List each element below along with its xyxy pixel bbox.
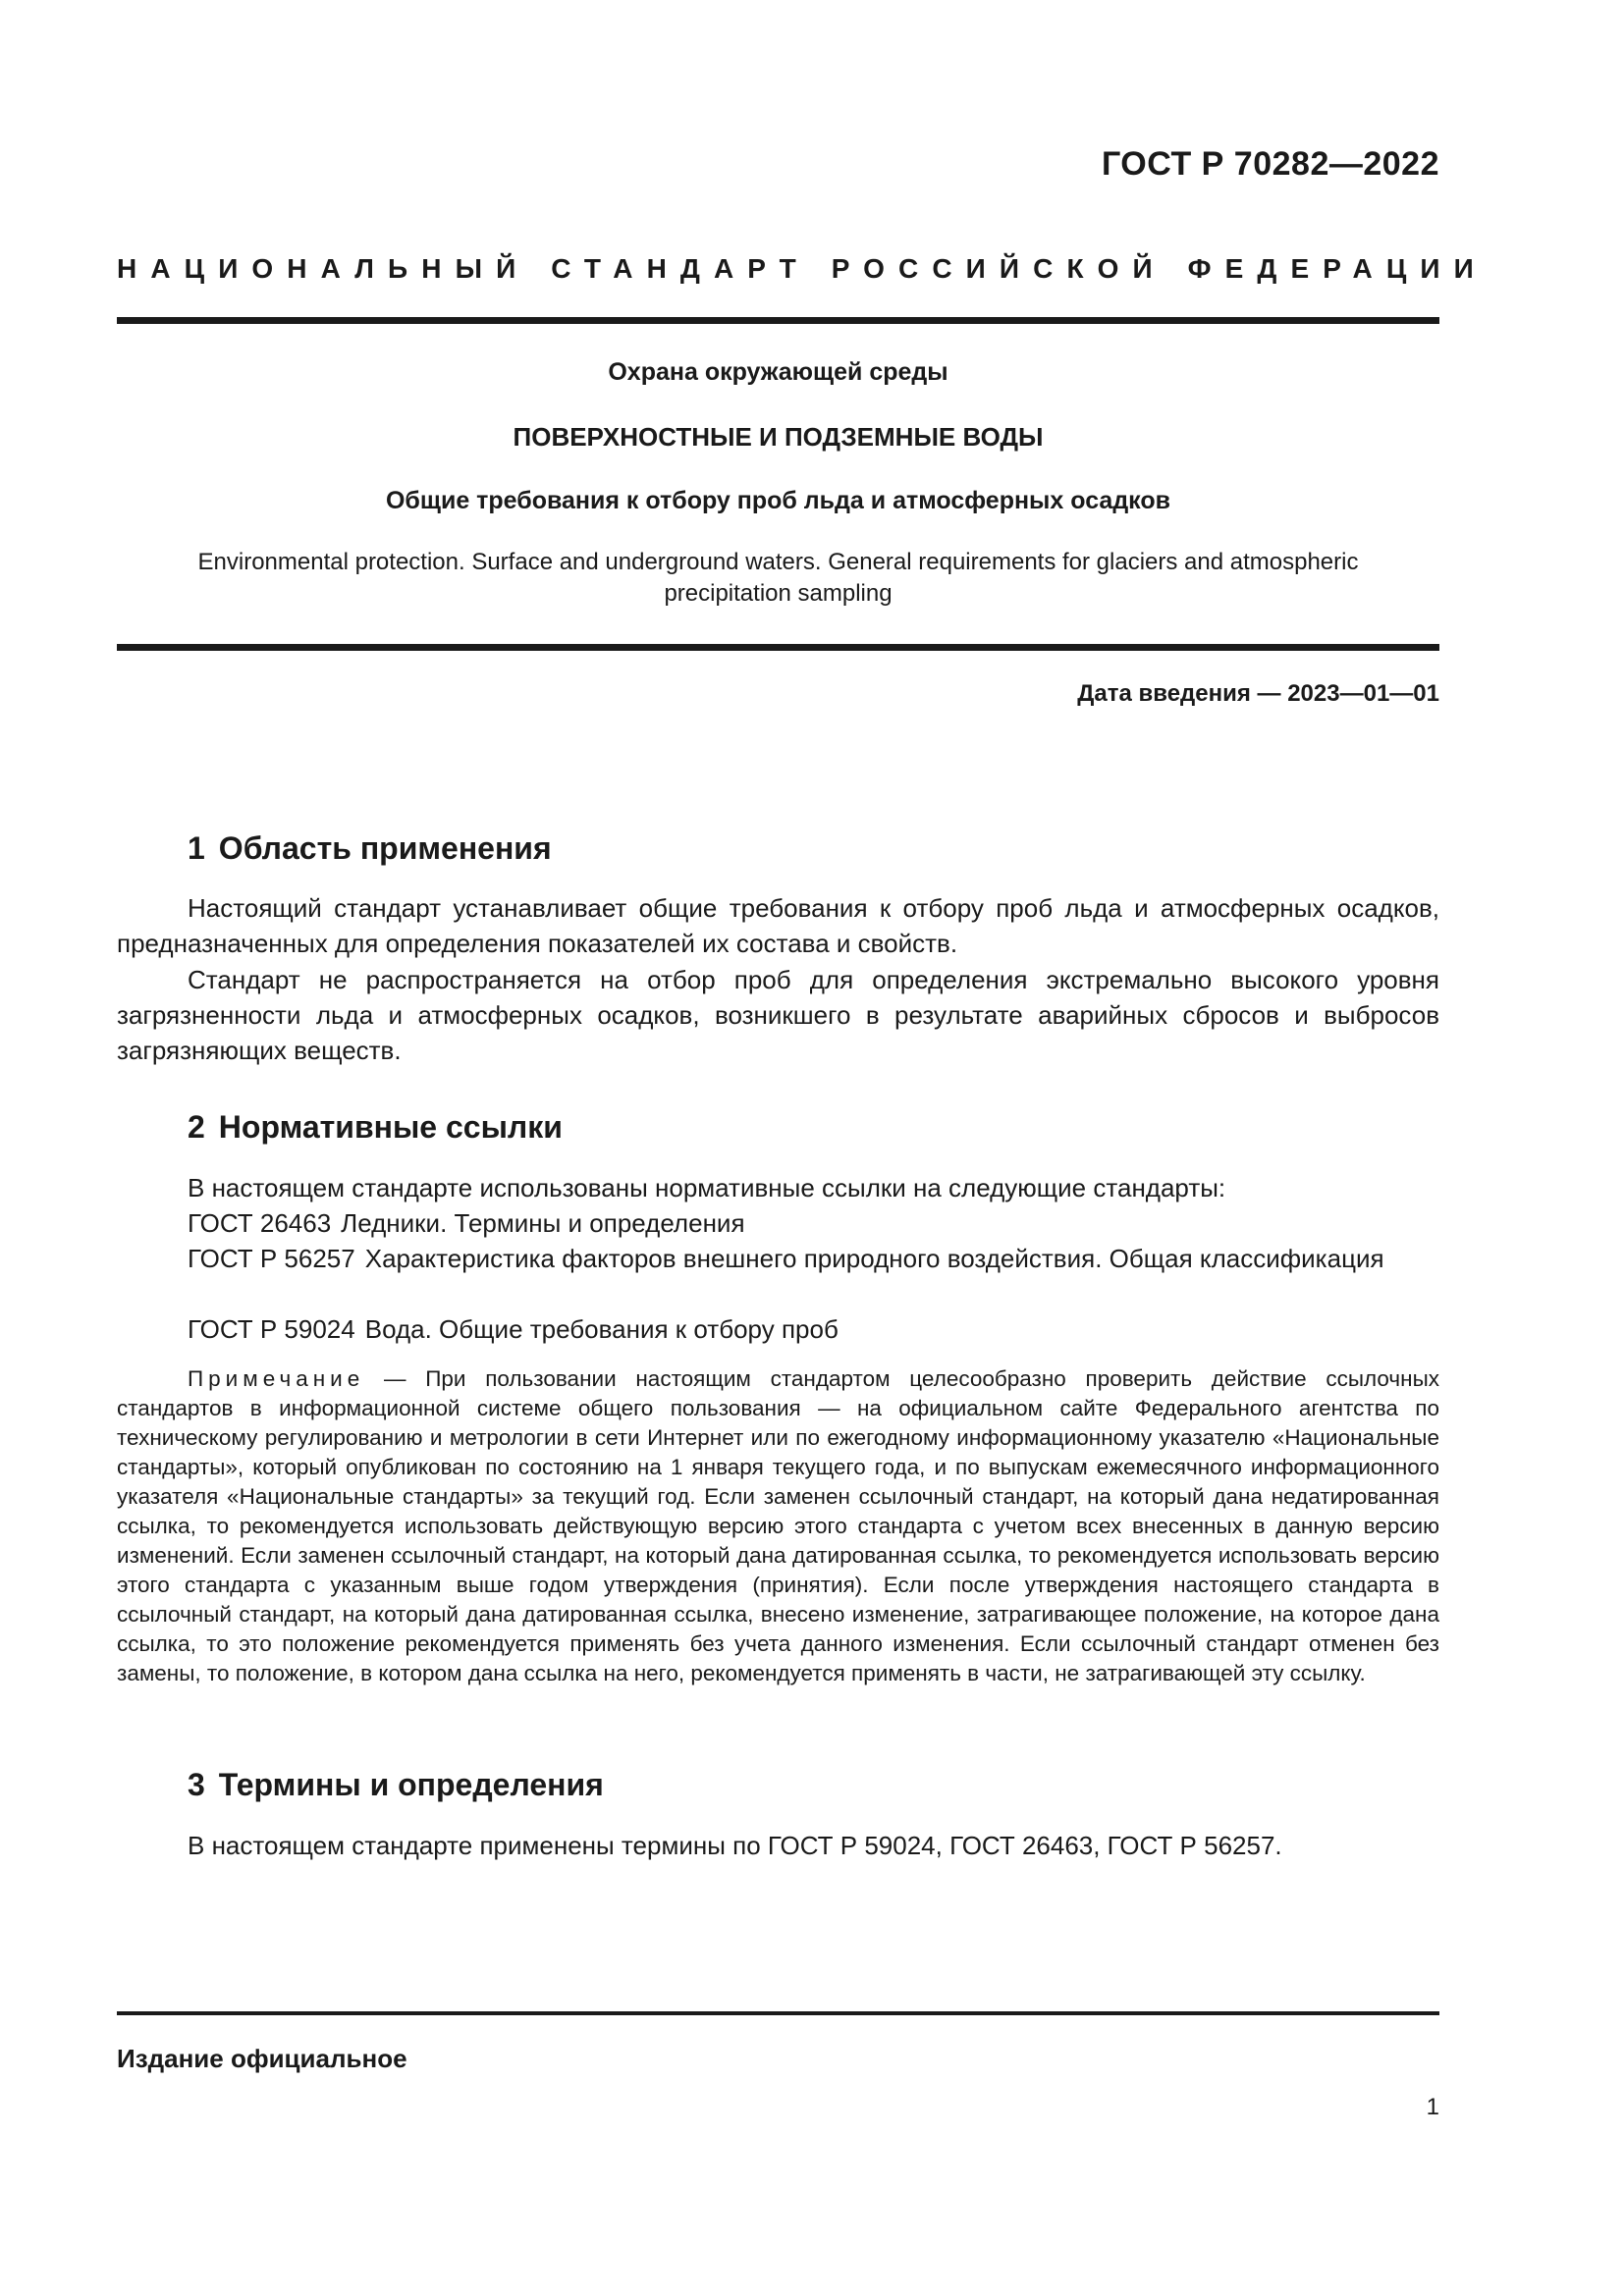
section-1-heading xyxy=(188,830,552,867)
subtitle: Общие требования к отбору проб льда и атмосферных осадков xyxy=(385,487,1171,514)
reference-text: Ледники. Термины и определения xyxy=(341,1208,745,1238)
section-1-paragraph-2: Стандарт не распространяется на отбор проб для определения экстремально высокого уровня загрязненности льда и атмосферных осадков, возникшего в результате аварийных сбросов и выбросов загрязняющих веществ. xyxy=(117,965,1439,1065)
document-code: ГОСТ Р 70282—2022 xyxy=(1101,145,1439,183)
reference-note xyxy=(117,1364,1439,1688)
reference-code: ГОСТ Р 59024 xyxy=(188,1314,355,1344)
section-3-paragraph-1: В настоящем стандарте применены термины по ГОСТ Р 59024, ГОСТ 26463, ГОСТ Р 56257. xyxy=(188,1831,1282,1860)
top-divider xyxy=(117,317,1439,324)
section-number: 1 xyxy=(188,830,205,866)
section-title: Область применения xyxy=(218,830,552,866)
note-label: Примечание xyxy=(188,1366,365,1391)
document-page xyxy=(117,0,1488,2296)
section-title: Термины и определения xyxy=(218,1767,604,1802)
footer-divider xyxy=(117,2011,1439,2015)
main-title: ПОВЕРХНОСТНЫЕ И ПОДЗЕМНЫЕ ВОДЫ xyxy=(513,422,1044,452)
reference-text: Вода. Общие требования к отбору проб xyxy=(364,1314,839,1344)
normative-reference xyxy=(117,1241,1439,1276)
introduction-date: Дата введения — 2023—01—01 xyxy=(1077,680,1439,707)
middle-divider xyxy=(117,644,1439,651)
page-number: 1 xyxy=(1426,2094,1439,2120)
section-number: 2 xyxy=(188,1109,205,1145)
section-2-intro: В настоящем стандарте использованы нормативные ссылки на следующие стандарты: xyxy=(188,1173,1226,1202)
note-text: — При пользовании настоящим стандартом целесообразно проверить действие ссылочных стандартов в информационной системе общего пользования — на официальном сайте Федерального агентства по техническому регулированию и метрологии в сети Интернет или по ежегодному информационному указателю «Национальные стандарты», который опубликован по состоянию на 1 января текущего года, и по выпускам ежемесячного информационного указателя «Национальные стандарты» за текущий год. Если заменен ссылочный стандарт, на который дана недатированная ссылка, то рекомендуется использовать действующую версию этого стандарта с учетом всех внесенных в данную версию изменений. Если заменен ссылочный стандарт, на который дана датированная ссылка, то рекомендуется использовать версию этого стандарта с указанным выше годом утверждения (принятия). Если после утверждения настоящего стандарта в ссылочный стандарт, на который дана датированная ссылка, внесено изменение, затрагивающее положение, на которое дана ссылка, то это положение рекомендуется применять без учета данного изменения. Если ссылочный стандарт отменен без замены, то положение, в котором дана ссылка на него, рекомендуется применять в части, не затрагивающей эту ссылку. xyxy=(117,1366,1439,1685)
normative-reference xyxy=(117,1205,1439,1241)
official-edition-label: Издание официальное xyxy=(117,2044,407,2073)
section-3-heading xyxy=(188,1767,604,1803)
english-title: Environmental protection. Surface and underground waters. General requirements for glaciers and atmospheric precipitation sampling xyxy=(197,549,1359,607)
section-2-heading xyxy=(188,1109,563,1146)
section-title: Нормативные ссылки xyxy=(218,1109,563,1145)
reference-code: ГОСТ 26463 xyxy=(188,1208,332,1238)
subject-title: Охрана окружающей среды xyxy=(608,358,948,386)
section-number: 3 xyxy=(188,1767,205,1802)
reference-text: Характеристика факторов внешнего природного воздействия. Общая классификация xyxy=(364,1244,1384,1273)
section-1-paragraph-1: Настоящий стандарт устанавливает общие требования к отбору проб льда и атмосферных осадков, предназначенных для определения показателей их состава и свойств. xyxy=(117,893,1439,958)
reference-code: ГОСТ Р 56257 xyxy=(188,1244,355,1273)
normative-reference xyxy=(117,1311,1439,1347)
national-standard-title: НАЦИОНАЛЬНЫЙ СТАНДАРТ РОССИЙСКОЙ ФЕДЕРАЦИИ xyxy=(117,253,1488,284)
